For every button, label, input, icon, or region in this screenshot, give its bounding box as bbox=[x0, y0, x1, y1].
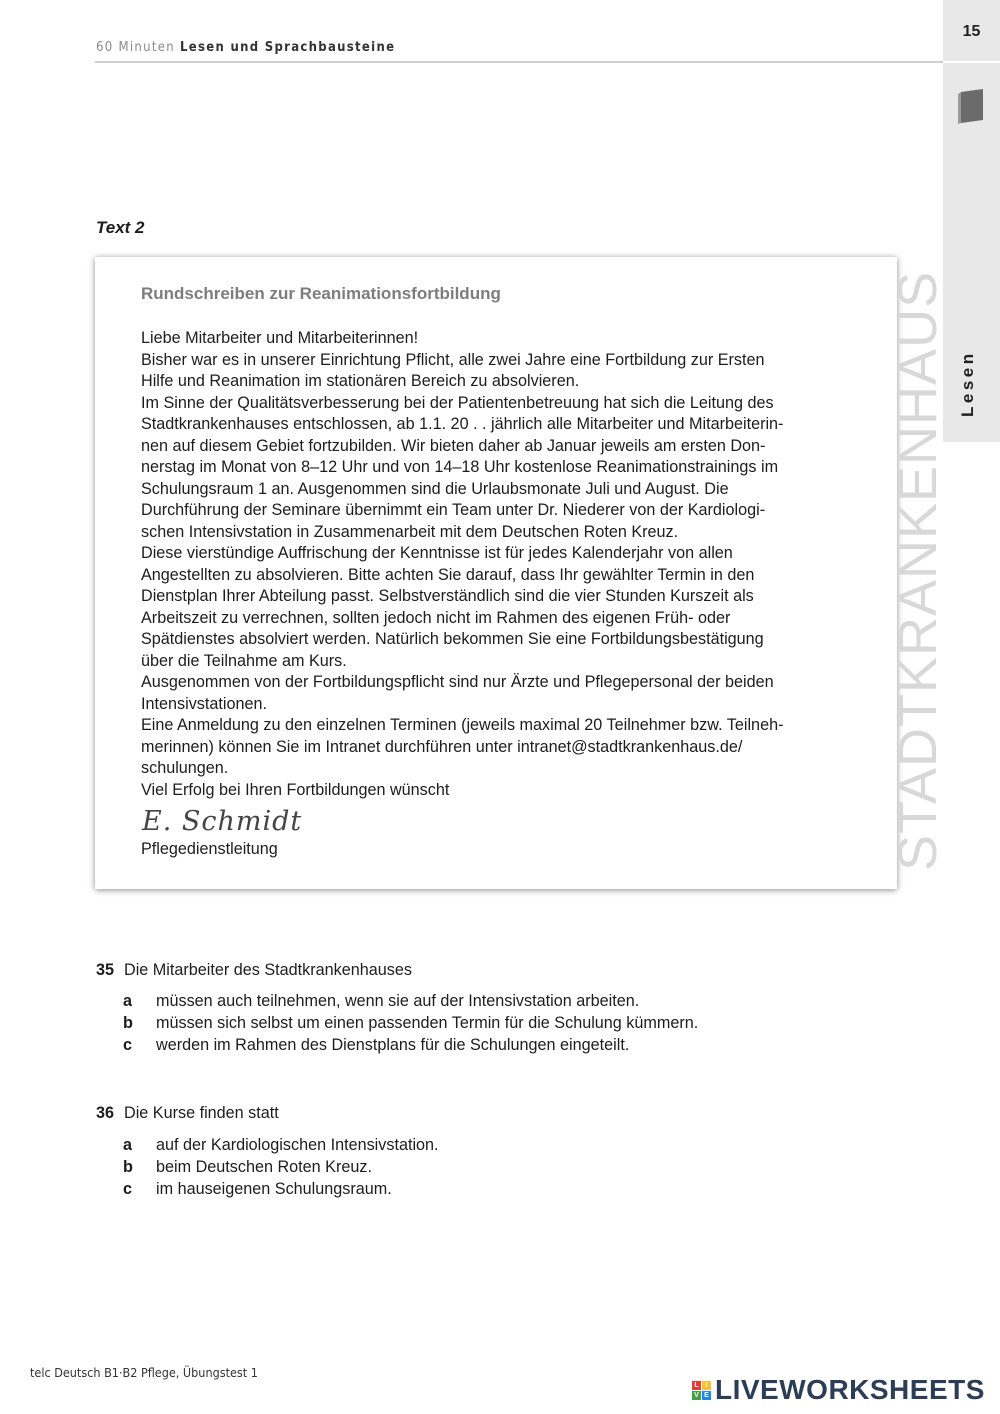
question-35 bbox=[96, 961, 412, 980]
badge-letter: E bbox=[702, 1391, 711, 1400]
letter-line: Diese vierstündige Auffrischung der Kenntnisse ist für jedes Kalenderjahr von allen bbox=[141, 544, 733, 562]
letter-line: Dienstplan Ihrer Abteilung passt. Selbstverständlich sind die vier Stunden Kurszeit als bbox=[141, 587, 754, 605]
letter-line: Ausgenommen von der Fortbildungspflicht sind nur Ärzte und Pflegepersonal der beiden bbox=[141, 673, 774, 691]
letter-line: nerstag im Monat von 8–12 Uhr und von 14–18 Uhr kostenlose Reanimationstrainings im bbox=[141, 458, 779, 476]
letter-line: Liebe Mitarbeiter und Mitarbeiterinnen! bbox=[141, 329, 419, 347]
letter-line: nen auf diesem Gebiet fortzubilden. Wir bieten daher ab Januar jeweils am ersten Don- bbox=[141, 436, 766, 455]
liveworksheets-logo[interactable] bbox=[692, 1374, 985, 1406]
option-text: müssen auch teilnehmen, wenn sie auf der Intensivstation arbeiten. bbox=[156, 992, 640, 1010]
option-text: werden im Rahmen des Dienstplans für die Schulungen eingeteilt. bbox=[156, 1036, 630, 1054]
question-36 bbox=[96, 1104, 279, 1123]
option-text: beim Deutschen Roten Kreuz. bbox=[156, 1158, 372, 1176]
book-icon bbox=[957, 88, 985, 124]
section-label: Lesen bbox=[958, 350, 977, 417]
badge-letter: I bbox=[702, 1381, 711, 1390]
page-header bbox=[96, 40, 395, 55]
option-letter: a bbox=[123, 992, 133, 1010]
logo-text: LIVEWORKSHEETS bbox=[715, 1374, 985, 1405]
question-number: 36 bbox=[96, 1104, 115, 1122]
letter-line: schulungen. bbox=[141, 759, 229, 777]
option-letter: c bbox=[123, 1036, 133, 1054]
letter-line: Hilfe und Reanimation im stationären Bereich zu absolvieren. bbox=[141, 372, 580, 390]
live-badge-icon bbox=[692, 1381, 711, 1400]
question-number: 35 bbox=[96, 961, 115, 979]
letter-line: Stadtkrankenhauses entschlossen, ab 1.1. 20 . . jährlich alle Mitarbeiter und Mitarbeiterin- bbox=[141, 415, 784, 433]
letter-line: Durchführung der Seminare übernimmt ein Team unter Dr. Niederer von der Kardiologi- bbox=[141, 501, 766, 519]
text-label: Text 2 bbox=[96, 218, 145, 237]
option-36b[interactable] bbox=[123, 1156, 439, 1178]
letter-title: Rundschreiben zur Reanimationsfortbildung bbox=[141, 284, 501, 303]
option-letter: b bbox=[123, 1014, 133, 1032]
option-letter: b bbox=[123, 1158, 133, 1176]
option-35c[interactable] bbox=[123, 1034, 698, 1056]
letter-line: Im Sinne der Qualitätsverbesserung bei der Patientenbetreuung hat sich die Leitung des bbox=[141, 393, 774, 412]
side-divider bbox=[943, 61, 1000, 63]
letter-line: Arbeitszeit zu verrechnen, sollten jedoch nicht im Rahmen des eigenen Früh- oder bbox=[141, 608, 731, 627]
page-number: 15 bbox=[962, 23, 981, 40]
option-35a[interactable] bbox=[123, 990, 698, 1012]
question-35-options bbox=[123, 990, 698, 1056]
letter-watermark: STADTKRANKENHAUS bbox=[888, 270, 948, 871]
letter-box bbox=[95, 257, 948, 889]
letter-line: Eine Anmeldung zu den einzelnen Terminen (jeweils maximal 20 Teilnehmer bzw. Teilneh- bbox=[141, 716, 784, 734]
letter-line: über die Teilnahme am Kurs. bbox=[141, 651, 347, 670]
letter-line: Angestellten zu absolvieren. Bitte achten Sie darauf, dass Ihr gewählter Termin in den bbox=[141, 565, 755, 584]
letter-line: Spätdienstes absolviert werden. Natürlich bekommen Sie eine Fortbildungsbestätigung bbox=[141, 630, 764, 648]
option-36c[interactable] bbox=[123, 1178, 439, 1200]
letter-line: Intensivstationen. bbox=[141, 694, 267, 713]
option-letter: c bbox=[123, 1180, 133, 1198]
question-stem: Die Kurse finden statt bbox=[124, 1104, 279, 1122]
signature-role: Pflegedienstleitung bbox=[141, 840, 278, 858]
option-letter: a bbox=[123, 1136, 133, 1154]
option-text: müssen sich selbst um einen passenden Termin für die Schulung kümmern. bbox=[156, 1014, 699, 1032]
question-stem: Die Mitarbeiter des Stadtkrankenhauses bbox=[124, 961, 412, 979]
letter-body bbox=[141, 328, 821, 801]
letter-line: schen Intensivstation in Zusammenarbeit mit dem Deutschen Roten Kreuz. bbox=[141, 522, 679, 541]
letter-line: Bisher war es in unserer Einrichtung Pflicht, alle zwei Jahre eine Fortbildung zur Ersten bbox=[141, 350, 765, 369]
signature: E. Schmidt bbox=[142, 806, 303, 837]
question-36-options bbox=[123, 1134, 439, 1200]
option-35b[interactable] bbox=[123, 1012, 698, 1034]
option-text: auf der Kardiologischen Intensivstation. bbox=[156, 1136, 439, 1154]
header-time: 60 Minuten bbox=[96, 40, 175, 55]
header-section: Lesen und Sprachbausteine bbox=[179, 40, 396, 55]
option-text: im hauseigenen Schulungsraum. bbox=[156, 1180, 392, 1198]
badge-letter: V bbox=[692, 1391, 701, 1400]
option-36a[interactable] bbox=[123, 1134, 439, 1156]
header-divider bbox=[95, 61, 943, 63]
footer-source: telc Deutsch B1·B2 Pflege, Übungstest 1 bbox=[30, 1365, 258, 1380]
letter-line: Schulungsraum 1 an. Ausgenommen sind die Urlaubsmonate Juli und August. Die bbox=[141, 479, 729, 498]
letter-line: merinnen) können Sie im Intranet durchführen unter intranet@stadtkrankenhaus.de/ bbox=[141, 737, 743, 756]
badge-letter: L bbox=[692, 1381, 701, 1390]
letter-line: Viel Erfolg bei Ihren Fortbildungen wünscht bbox=[141, 780, 450, 799]
